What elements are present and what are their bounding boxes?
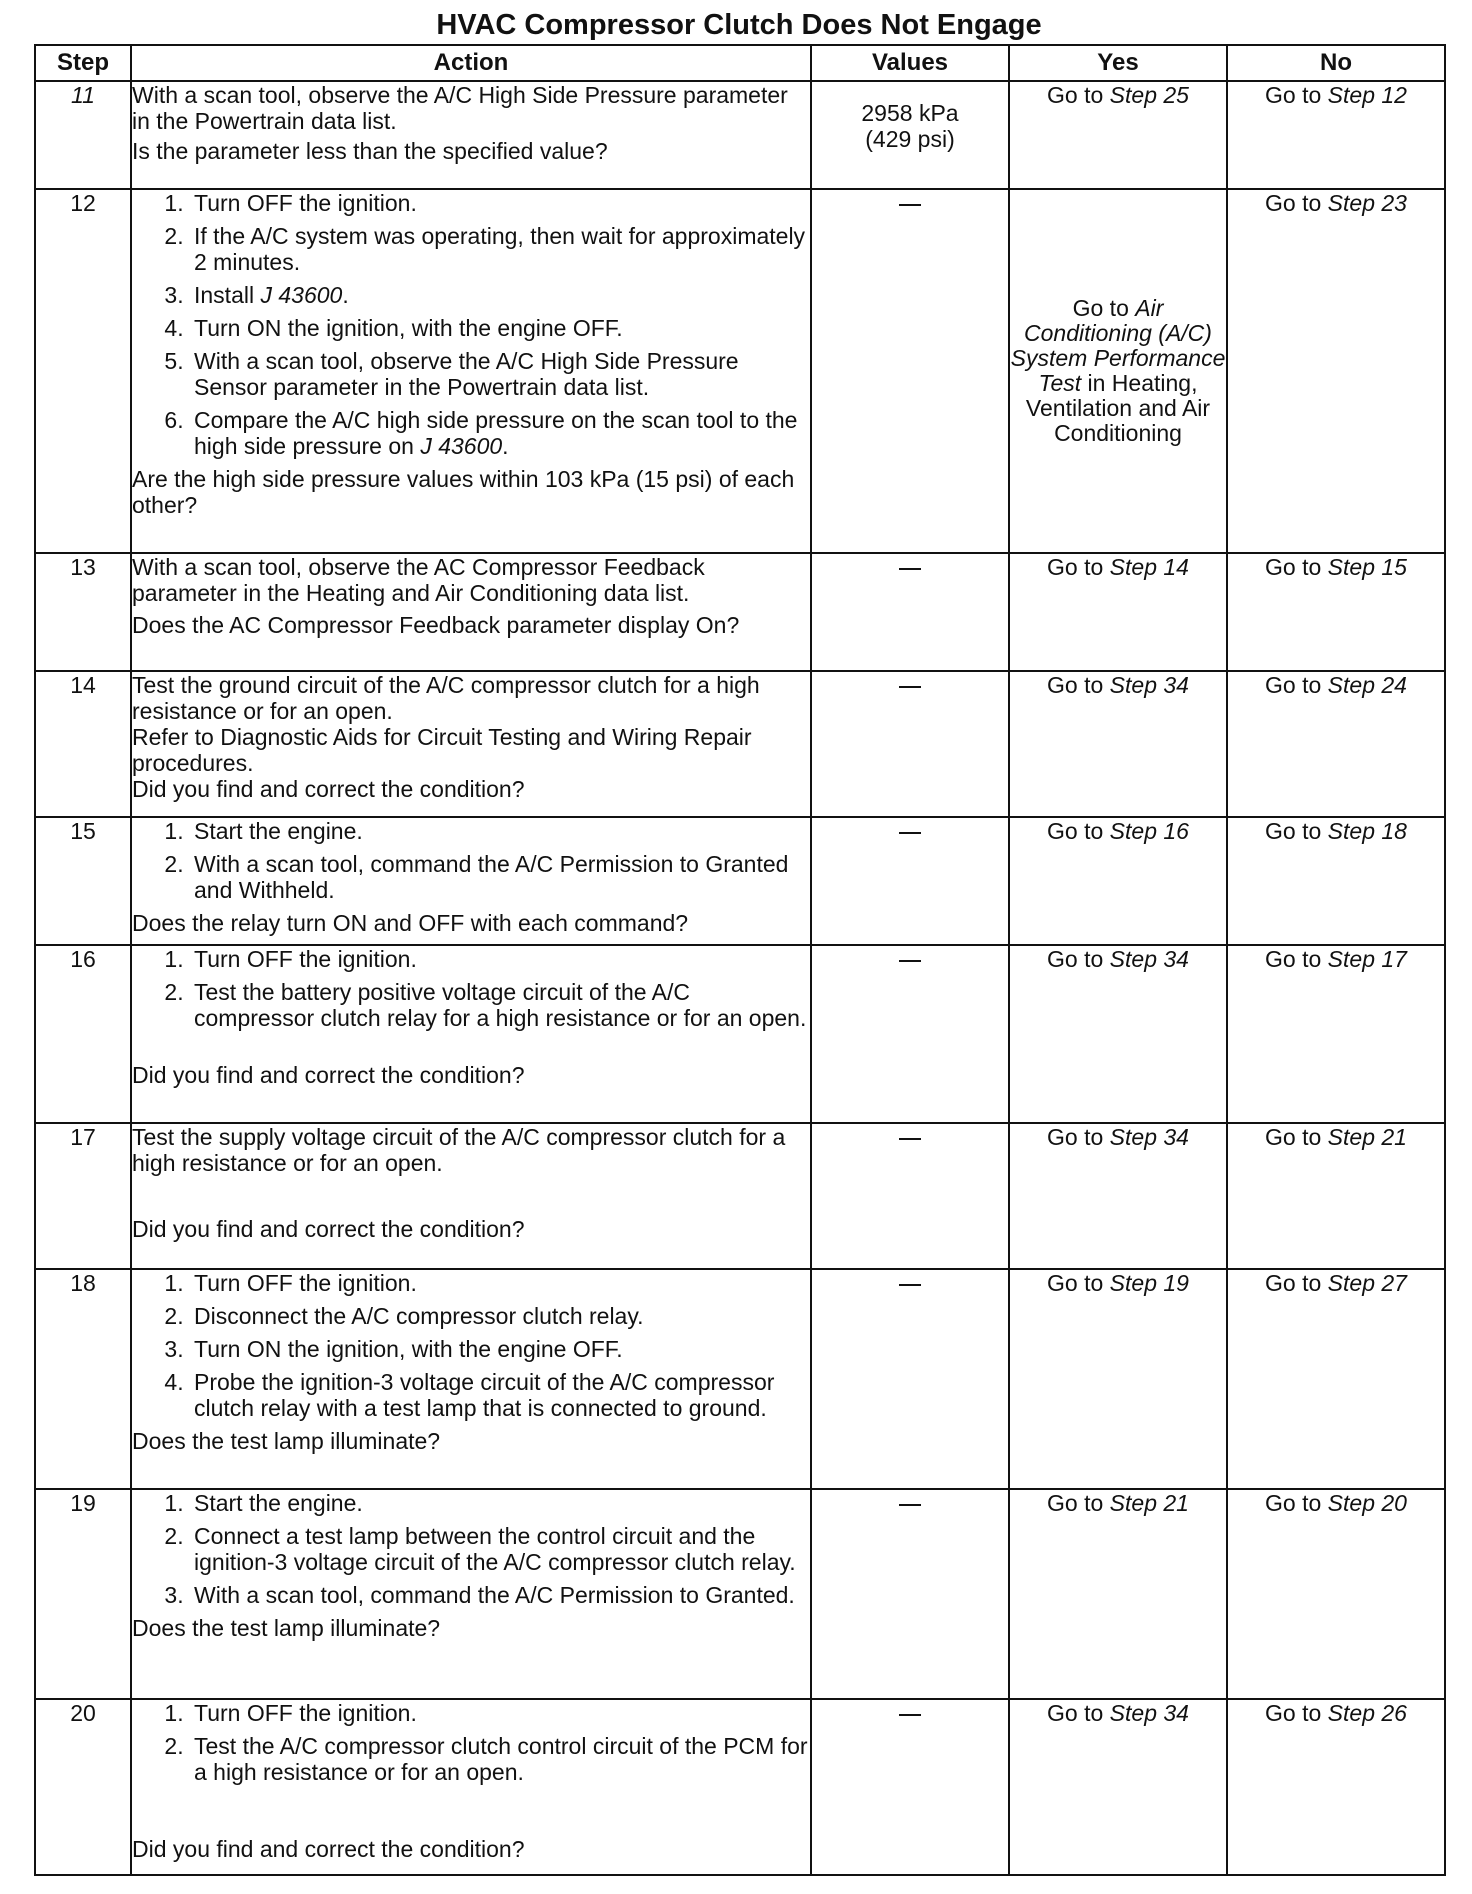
step-word: Step [1327,1270,1375,1296]
goto-yes-link[interactable] [1047,946,1189,972]
no-target: 20 [1381,1490,1407,1516]
tool-name: J 43600 [420,433,503,459]
no-cell [1227,1489,1445,1699]
values-cell [811,553,1009,671]
goto-no-link[interactable] [1265,946,1407,972]
goto-no-link[interactable] [1265,672,1407,698]
action-step-text: Compare the A/C high side pressure on the scan tool to the high side pressure on [194,407,798,459]
action-step: 2. With a scan tool, command the A/C Permission to Granted and Withheld. [190,851,810,903]
step-word: Step [1327,190,1375,216]
step-word: Step [1327,946,1375,972]
yes-cell [1009,1699,1227,1875]
action-text: Test the supply voltage circuit of the A/C compressor clutch for a high resistance or for an open. [132,1124,786,1176]
no-cell [1227,189,1445,553]
no-target: 26 [1381,1700,1407,1726]
yes-target: 21 [1163,1490,1189,1516]
step-word: Step [1327,1700,1375,1726]
no-cell [1227,671,1445,817]
action-step: 2. Connect a test lamp between the control circuit and the ignition-3 voltage circuit of the A/C compressor clutch relay. [190,1523,810,1575]
action-step: 3. Install J 43600. [190,282,810,308]
action-step: 4. Turn ON the ignition, with the engine OFF. [190,315,810,341]
yes-cell [1009,81,1227,189]
action-cell [131,553,811,671]
action-steps [132,946,810,1031]
values-cell [811,671,1009,817]
step-number: 16 [35,945,131,1123]
no-cell [1227,945,1445,1123]
step-number: 20 [35,1699,131,1875]
no-target: 15 [1381,554,1407,580]
goto-text: Go to [1265,554,1322,580]
action-step: 4. Probe the ignition-3 voltage circuit of the A/C compressor clutch relay with a test lamp that is connected to ground. [190,1369,810,1421]
table-row-step-14 [35,671,1445,817]
action-cell [131,189,811,553]
goto-text: Go to [1047,554,1104,580]
step-number: 11 [35,81,131,189]
empty-value-dash [899,1714,921,1716]
step-number: 18 [35,1269,131,1489]
goto-no-link[interactable] [1265,1124,1407,1150]
action-step: 3. With a scan tool, command the A/C Permission to Granted. [190,1582,810,1608]
action-steps [132,1490,810,1608]
step-number: 12 [35,189,131,553]
action-step: 1. Turn OFF the ignition. [190,1270,810,1296]
goto-text: Go to [1047,946,1104,972]
step-word: Step [1327,672,1375,698]
no-target: 23 [1381,190,1407,216]
diagnostic-table [34,44,1446,1876]
step-number: 17 [35,1123,131,1269]
action-step: 3. Turn ON the ignition, with the engine OFF. [190,1336,810,1362]
header-action: Action [131,45,811,81]
yes-target: 14 [1163,554,1189,580]
step-word: Step [1327,1124,1375,1150]
value-kpa: 2958 kPa [861,100,959,126]
value-psi: (429 psi) [865,126,955,152]
step-word: Step [1109,946,1157,972]
goto-yes-link[interactable] [1047,554,1189,580]
action-cell [131,1699,811,1875]
goto-no-link[interactable] [1265,1490,1407,1516]
action-steps [132,1700,810,1785]
header-yes: Yes [1009,45,1227,81]
values-cell [811,1123,1009,1269]
action-question: Did you find and correct the condition? [132,1062,525,1088]
no-target: 24 [1381,672,1407,698]
step-word: Step [1327,554,1375,580]
empty-value-dash [899,832,921,834]
values-cell [811,1269,1009,1489]
step-word: Step [1109,1124,1157,1150]
yes-cell [1009,1123,1227,1269]
action-cell [131,81,811,189]
goto-no-link[interactable] [1265,1270,1407,1296]
yes-target: 34 [1163,1124,1189,1150]
step-word: Step [1109,1490,1157,1516]
goto-yes-link[interactable] [1011,295,1226,446]
step-number: 13 [35,553,131,671]
table-row-step-16 [35,945,1445,1123]
action-question: Did you find and correct the condition? [132,776,525,802]
action-cell [131,1489,811,1699]
yes-cell [1009,189,1227,553]
action-question: Are the high side pressure values within 103 kPa (15 psi) of each other? [132,466,795,518]
action-step: 1. Turn OFF the ignition. [190,1700,810,1726]
action-steps [132,190,810,459]
spacer [132,1792,810,1836]
goto-no-link[interactable] [1265,1700,1407,1726]
yes-target: 34 [1163,1700,1189,1726]
no-cell [1227,1123,1445,1269]
tool-name: J 43600 [260,282,343,308]
action-cell [131,945,811,1123]
goto-no-link[interactable] [1265,82,1407,108]
values-cell [811,945,1009,1123]
goto-text: Go to [1265,946,1322,972]
goto-text: Go to [1047,1490,1104,1516]
action-step: 5. With a scan tool, observe the A/C High Side Pressure Sensor parameter in the Powertrain data list. [190,348,810,400]
step-word: Step [1327,818,1375,844]
step-word: Step [1109,818,1157,844]
goto-text: Go to [1047,672,1104,698]
yes-target: 25 [1163,82,1189,108]
action-question: Does the AC Compressor Feedback parameter display On? [132,612,740,638]
step-word: Step [1327,1490,1375,1516]
goto-text: Go to [1047,1270,1104,1296]
table-row-step-19 [35,1489,1445,1699]
empty-value-dash [899,1504,921,1506]
action-question: Does the relay turn ON and OFF with each command? [132,910,689,936]
values-cell [811,817,1009,945]
action-question: Does the test lamp illuminate? [132,1428,441,1454]
action-cell [131,1123,811,1269]
no-target: 17 [1381,946,1407,972]
page-title: HVAC Compressor Clutch Does Not Engage [436,9,1042,41]
step-word: Step [1109,1700,1157,1726]
action-question: Did you find and correct the condition? [132,1836,525,1862]
no-target: 12 [1381,82,1407,108]
action-step: 2. If the A/C system was operating, then wait for approximately 2 minutes. [190,223,810,275]
spacer [132,1038,810,1062]
yes-target: 16 [1163,818,1189,844]
table-row-step-18 [35,1269,1445,1489]
goto-text: Go to [1047,818,1104,844]
goto-text: Go to [1047,82,1104,108]
goto-text: Go to [1047,1124,1104,1150]
action-question: Did you find and correct the condition? [132,1216,525,1242]
goto-text: Go to [1265,190,1322,216]
table-row-step-17 [35,1123,1445,1269]
yes-target: 34 [1163,672,1189,698]
action-step: 2. Test the battery positive voltage circuit of the A/C compressor clutch relay for a high resistance or for an open. [190,979,810,1031]
table-row-step-11 [35,81,1445,189]
action-step: 2. Test the A/C compressor clutch control circuit of the PCM for a high resistance or for an open. [190,1733,810,1785]
step-word: Step [1327,82,1375,108]
yes-cell [1009,1489,1227,1699]
goto-yes-link[interactable] [1047,1270,1189,1296]
empty-value-dash [899,686,921,688]
action-text: With a scan tool, observe the AC Compressor Feedback parameter in the Heating and Air Conditioning data list. [132,554,705,606]
no-target: 18 [1381,818,1407,844]
table-row-step-15 [35,817,1445,945]
goto-yes-link[interactable] [1047,82,1189,108]
action-question: Does the test lamp illuminate? [132,1615,441,1641]
goto-yes-link[interactable] [1047,818,1189,844]
goto-yes-link[interactable] [1047,1700,1189,1726]
step-number: 15 [35,817,131,945]
step-number: 19 [35,1489,131,1699]
yes-cell [1009,817,1227,945]
action-question: Is the parameter less than the specified value? [132,138,608,164]
step-word: Step [1109,1270,1157,1296]
empty-value-dash [899,1138,921,1140]
action-text: Test the ground circuit of the A/C compressor clutch for a high resistance or for an open. [132,672,760,724]
action-step-text: Install [194,282,261,308]
header-values: Values [811,45,1009,81]
goto-yes-link[interactable] [1047,672,1189,698]
empty-value-dash [899,568,921,570]
empty-value-dash [899,204,921,206]
action-step: 1. Start the engine. [190,818,810,844]
yes-target: 19 [1163,1270,1189,1296]
action-step: 1. Start the engine. [190,1490,810,1516]
no-cell [1227,81,1445,189]
no-cell [1227,553,1445,671]
values-cell [811,81,1009,189]
yes-target: 34 [1163,946,1189,972]
values-cell [811,189,1009,553]
goto-no-link[interactable] [1265,190,1407,216]
procedure-link: Air Conditioning (A/C) System Performance Test [1010,295,1226,396]
no-target: 27 [1381,1270,1407,1296]
goto-text: Go to [1265,82,1322,108]
step-word: Step [1109,82,1157,108]
action-cell [131,1269,811,1489]
step-word: Step [1109,554,1157,580]
action-text: With a scan tool, observe the A/C High Side Pressure parameter in the Powertrain data list. [132,82,788,134]
goto-no-link[interactable] [1265,818,1407,844]
action-step: 1. Turn OFF the ignition. [190,946,810,972]
action-reference: Refer to Diagnostic Aids for Circuit Testing and Wiring Repair procedures. [132,724,752,776]
action-step: 2. Disconnect the A/C compressor clutch relay. [190,1303,810,1329]
values-cell [811,1489,1009,1699]
no-target: 21 [1381,1124,1407,1150]
action-step: 1. Turn OFF the ignition. [190,190,810,216]
spacer [132,1176,810,1216]
goto-text: Go to [1265,1270,1322,1296]
yes-cell [1009,945,1227,1123]
action-steps [132,818,810,903]
action-step: 6. Compare the A/C high side pressure on the scan tool to the high side pressure on J 43600. [190,407,810,459]
goto-text: Go to [1072,295,1136,321]
step-word: Step [1109,672,1157,698]
table-row-step-20 [35,1699,1445,1875]
goto-text: Go to [1265,1490,1322,1516]
goto-text: Go to [1265,672,1322,698]
goto-text: Go to [1265,818,1322,844]
action-steps [132,1270,810,1421]
goto-yes-link[interactable] [1047,1124,1189,1150]
goto-text: Go to [1265,1124,1322,1150]
header-no: No [1227,45,1445,81]
yes-cell [1009,1269,1227,1489]
no-cell [1227,1699,1445,1875]
yes-cell [1009,553,1227,671]
table-row-step-12 [35,189,1445,553]
step-number: 14 [35,671,131,817]
no-cell [1227,817,1445,945]
empty-value-dash [899,1284,921,1286]
goto-text: Go to [1265,1700,1322,1726]
table-header-row [35,45,1445,81]
action-cell [131,671,811,817]
procedure-location: in Heating, Ventilation and Air Conditioning [1025,370,1211,446]
empty-value-dash [899,960,921,962]
no-cell [1227,1269,1445,1489]
goto-text: Go to [1047,1700,1104,1726]
values-cell [811,1699,1009,1875]
goto-yes-link[interactable] [1047,1490,1189,1516]
goto-no-link[interactable] [1265,554,1407,580]
action-cell [131,817,811,945]
header-step: Step [35,45,131,81]
table-row-step-13 [35,553,1445,671]
yes-cell [1009,671,1227,817]
